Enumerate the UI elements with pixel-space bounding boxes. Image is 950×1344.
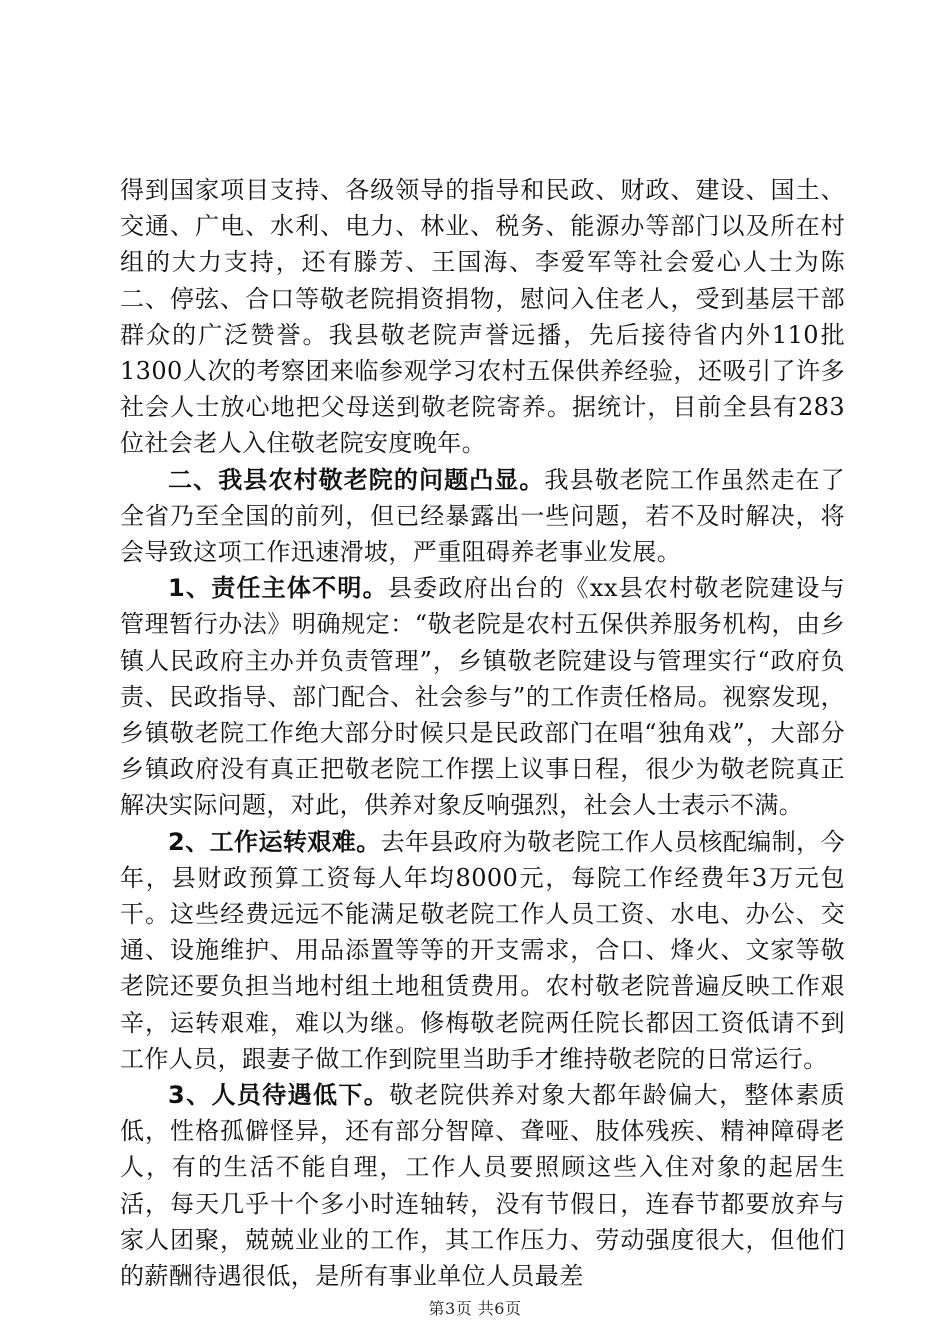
paragraph-2-text: 我县敬老院工作虽然走在了全省乃至全国的前列，但已经暴露出一些问题，若不及时解决，将会导致这项工作迅速滑坡，严重阻碍养老事业发展。 <box>120 465 845 567</box>
paragraph-4 <box>120 824 845 1077</box>
subsection-heading-1: 1、责任主体不明。 <box>168 574 388 603</box>
subsection-heading-2: 2、工作运转艰难。 <box>168 827 381 856</box>
paragraph-5 <box>120 1077 845 1294</box>
paragraph-1 <box>120 172 845 462</box>
paragraph-3 <box>120 570 845 823</box>
paragraph-1-text: 得到国家项目支持、各级领导的指导和民政、财政、建设、国土、交通、广电、水利、电力、林业、税务、能源办等部门以及所在村组的大力支持，还有滕芳、王国海、李爱军等社会爱心人士为陈二、停弦、合口等敬老院捐资捐物，慰问入住老人，受到基层干部群众的广泛赞誉。我县敬老院声誉远播，先后接待省内外110批1300人次的考察团来临参观学习农村五保供养经验，还吸引了许多社会人士放心地把父母送到敬老院寄养。据统计，目前全县有283位社会老人入住敬老院安度晚年。 <box>120 176 845 458</box>
subsection-heading-3: 3、人员待遇低下。 <box>168 1081 390 1110</box>
paragraph-4-text: 去年县政府为敬老院工作人员核配编制，今年，县财政预算工资每人年均8000元，每院工作经费年3万元包干。这些经费远远不能满足敬老院工作人员工资、水电、办公、交通、设施维护、用品添置等等的开支需求，合口、烽火、文家等敬老院还要负担当地村组土地租赁费用。农村敬老院普遍反映工作艰辛，运转艰难，难以为继。修梅敬老院两任院长都因工资低请不到工作人员，跟妻子做工作到院里当助手才维持敬老院的日常运行。 <box>120 827 845 1073</box>
section-heading-2: 二、我县农村敬老院的问题凸显。 <box>168 465 545 494</box>
paragraph-2 <box>120 462 845 571</box>
document-body <box>120 172 845 1294</box>
paragraph-5-text: 敬老院供养对象大都年龄偏大，整体素质低，性格孤僻怪异，还有部分智障、聋哑、肢体残疾、精神障碍老人，有的生活不能自理，工作人员要照顾这些入住对象的起居生活，每天几乎十个多小时连轴转，没有节假日，连春节都要放弃与家人团聚，兢兢业业的工作，其工作压力、劳动强度很大，但他们的薪酬待遇很低，是所有事业单位人员最差 <box>120 1081 845 1291</box>
page-footer <box>0 1296 950 1319</box>
paragraph-3-text: 县委政府出台的《xx县农村敬老院建设与管理暂行办法》明确规定：“敬老院是农村五保供养服务机构，由乡镇人民政府主办并负责管理”，乡镇敬老院建设与管理实行“政府负责、民政指导、部门配合、社会参与”的工作责任格局。视察发现，乡镇敬老院工作绝大部分时候只是民政部门在唱“独角戏”，大部分乡镇政府没有真正把敬老院工作摆上议事日程，很少为敬老院真正解决实际问题，对此，供养对象反响强烈，社会人士表示不满。 <box>120 574 845 820</box>
page-number: 第3页 共6页 <box>428 1299 522 1318</box>
